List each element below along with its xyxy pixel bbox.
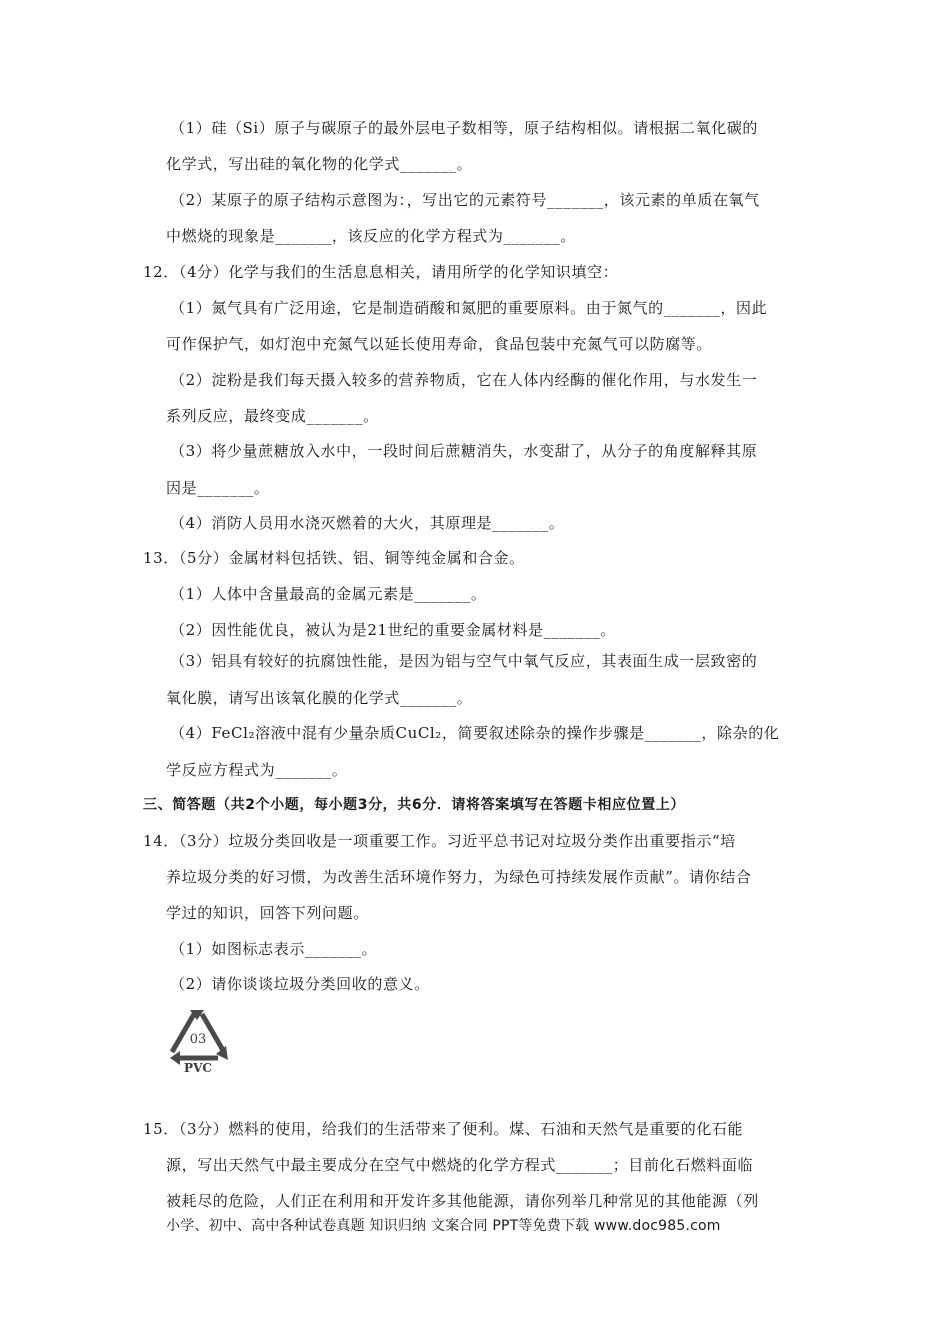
line-11-2a: （2）某原子的原子结构示意图为：，写出它的元素符号_______，该元素的单质在氧气 — [170, 191, 760, 209]
question-12-title: 12．（4分）化学与我们的生活息息相关，请用所学的化学知识填空： — [143, 263, 619, 281]
line-14-2: （2）请你谈谈垃圾分类回收的意义。 — [170, 975, 430, 993]
line-13-4b: 学反应方程式为_______。 — [166, 761, 348, 779]
line-14-c: 学过的知识，回答下列问题。 — [166, 904, 369, 922]
line-15-b: 源，写出天然气中最主要成分在空气中燃烧的化学方程式_______；目前化石燃料面临 — [166, 1156, 754, 1174]
line-11-1a: （1）硅（Si）原子与碳原子的最外层电子数相等，原子结构相似。请根据二氧化碳的 — [170, 119, 759, 137]
section-3-heading: 三、简答题（共2个小题，每小题3分，共6分．请将答案填写在答题卡相应位置上） — [143, 797, 686, 813]
line-15-c: 被耗尽的危险，人们正在利用和开发许多其他能源，请你列举几种常见的其他能源（列 — [166, 1192, 759, 1210]
question-14-title: 14．（3分）垃圾分类回收是一项重要工作。习近平总书记对垃圾分类作出重要指示“培 — [143, 832, 736, 850]
pvc-label: PVC — [184, 1061, 212, 1074]
page-footer: 小学、初中、高中各种试卷真题 知识归纳 文案合同 PPT等免费下载 www.doc985.com — [166, 1218, 721, 1234]
line-14-1: （1）如图标志表示_______。 — [170, 940, 378, 958]
line-13-4a: （4）FeCl₂溶液中混有少量杂质CuCl₂，简要叙述除杂的操作步骤是_______，除杂的化 — [170, 724, 780, 742]
line-12-2a: （2）淀粉是我们每天摄入较多的营养物质，它在人体内经酶的催化作用，与水发生一 — [170, 371, 758, 389]
question-13-title: 13．（5分）金属材料包括铁、铝、铜等纯金属和合金。 — [143, 549, 525, 567]
line-13-3a: （3）铝具有较好的抗腐蚀性能，是因为铝与空气中氧气反应，其表面生成一层致密的 — [170, 652, 758, 670]
pvc-code: 03 — [189, 1032, 207, 1047]
line-13-3b: 氧化膜，请写出该氧化膜的化学式_______。 — [166, 689, 473, 707]
pvc-recycling-icon — [166, 1008, 230, 1074]
question-15-title: 15．（3分）燃料的使用，给我们的生活带来了便利。煤、石油和天然气是重要的化石能 — [143, 1120, 744, 1138]
line-12-4: （4）消防人员用水浇灭燃着的大火，其原理是_______。 — [170, 514, 565, 532]
line-14-b: 养垃圾分类的好习惯，为改善生活环境作努力，为绿色可持续发展作贡献”。请你结合 — [166, 868, 752, 886]
line-12-3a: （3）将少量蔗糖放入水中，一段时间后蔗糖消失，水变甜了，从分子的角度解释其原 — [170, 442, 758, 460]
line-12-3b: 因是_______。 — [166, 479, 270, 497]
line-12-1a: （1）氮气具有广泛用途，它是制造硝酸和氮肥的重要原料。由于氮气的_______，因此 — [170, 299, 768, 317]
line-11-2b: 中燃烧的现象是_______，该反应的化学方程式为_______。 — [166, 227, 576, 245]
line-13-2: （2）因性能优良，被认为是21世纪的重要金属材料是_______。 — [170, 621, 616, 639]
line-13-1: （1）人体中含量最高的金属元素是_______。 — [170, 585, 487, 603]
line-12-2b: 系列反应，最终变成_______。 — [166, 407, 379, 425]
line-11-1b: 化学式，写出硅的氧化物的化学式_______。 — [166, 155, 473, 173]
line-12-1b: 可作保护气，如灯泡中充氮气以延长使用寿命，食品包装中充氮气可以防腐等。 — [166, 335, 713, 353]
